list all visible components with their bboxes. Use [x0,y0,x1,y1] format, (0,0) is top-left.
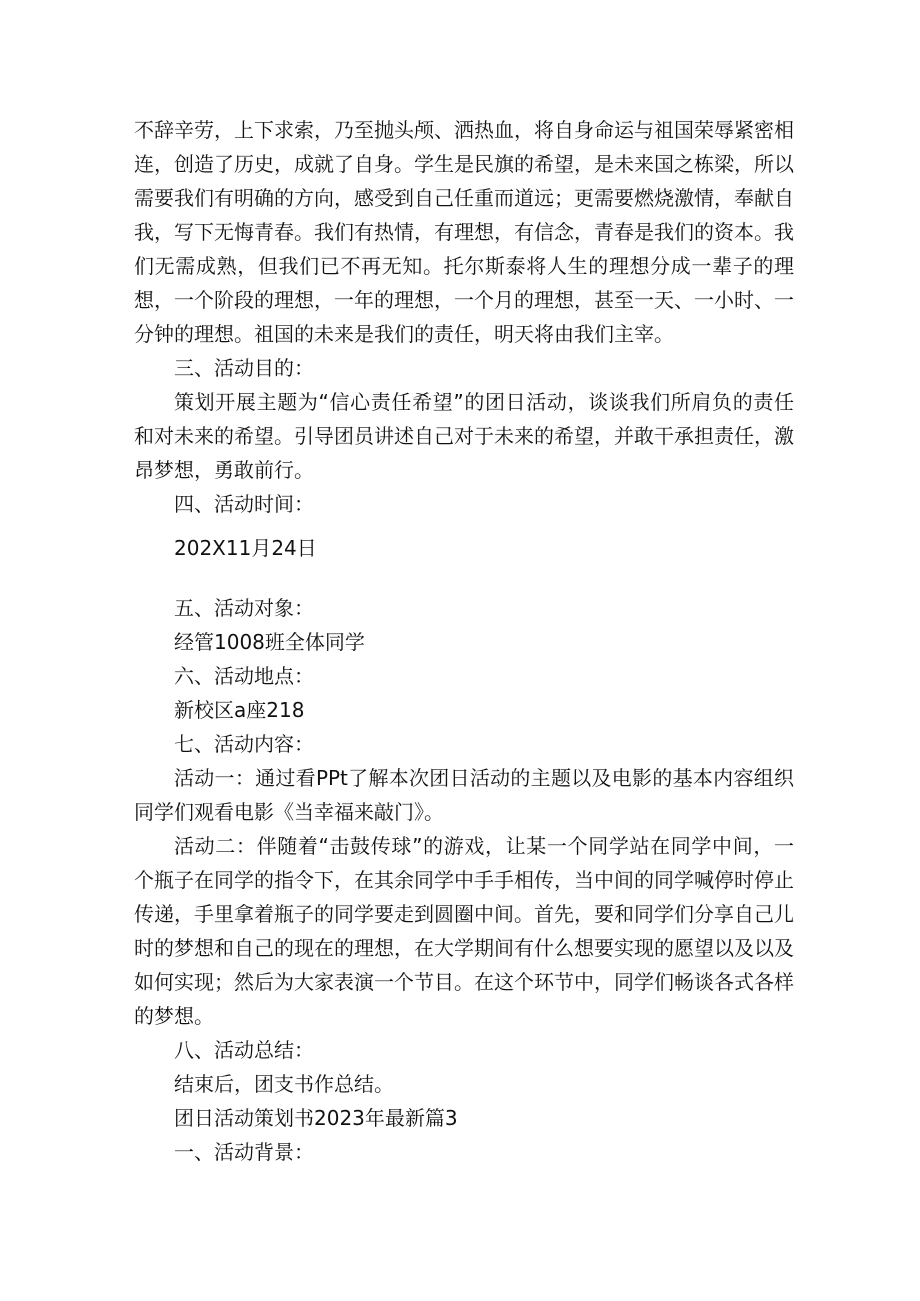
activity-place: 新校区a座218 [174,698,305,722]
section-heading-purpose: 三、活动目的： [174,356,314,380]
activity-one-paragraph: 活动一：通过看PPt了解本次团日活动的主题以及电影的基本内容组织同学们观看电影《当幸福来敲门》。 [134,766,794,824]
section-heading-place: 六、活动地点： [174,664,314,688]
next-article-title: 团日活动策划书2023年最新篇3 [174,1106,458,1130]
activity-two-paragraph: 活动二：伴随着“击鼓传球”的游戏，让某一个同学站在同学中间，一个瓶子在同学的指令下，在其余同学中手手相传，当中间的同学喊停时停止传递，手里拿着瓶子的同学要走到圆圈中间。首先，要和同学们分享自己儿时的梦想和自己的现在的理想，在大学期间有什么想要实现的愿望以及以及如何实现；然后为大家表演一个节目。在这个环节中，同学们畅谈各式各样的梦想。 [134,834,794,1028]
intro-paragraph: 不辞辛劳，上下求索，乃至抛头颅、洒热血，将自身命运与祖国荣辱紧密相连，创造了历史，成就了自身。学生是民旗的希望，是未来国之栋梁，所以需要我们有明确的方向，感受到自己任重而道远；更需要燃烧激情，奉献自我，写下无悔青春。我们有热情，有理想，有信念，青春是我们的资本。我们无需成熟，但我们已不再无知。托尔斯泰将人生的理想分成一辈子的理想，一个阶段的理想，一年的理想，一个月的理想，甚至一天、一小时、一分钟的理想。祖国的未来是我们的责任，明天将由我们主宰。 [134,118,794,346]
section-heading-content: 七、活动内容： [174,732,314,756]
document-body [134,113,794,1169]
activity-target: 经管1008班全体同学 [174,630,365,654]
section-heading-time: 四、活动时间： [174,492,314,516]
section-heading-summary: 八、活动总结： [174,1038,314,1062]
section-heading-background: 一、活动背景： [174,1140,314,1164]
activity-time: 202X11月24日 [174,536,317,560]
section-heading-target: 五、活动对象： [174,596,314,620]
purpose-paragraph: 策划开展主题为“信心责任希望”的团日活动，谈谈我们所肩负的责任和对未来的希望。引导团员讲述自己对于未来的希望，并敢干承担责任，激昂梦想，勇敢前行。 [134,390,794,482]
summary-text: 结束后，团支书作总结。 [174,1072,394,1096]
